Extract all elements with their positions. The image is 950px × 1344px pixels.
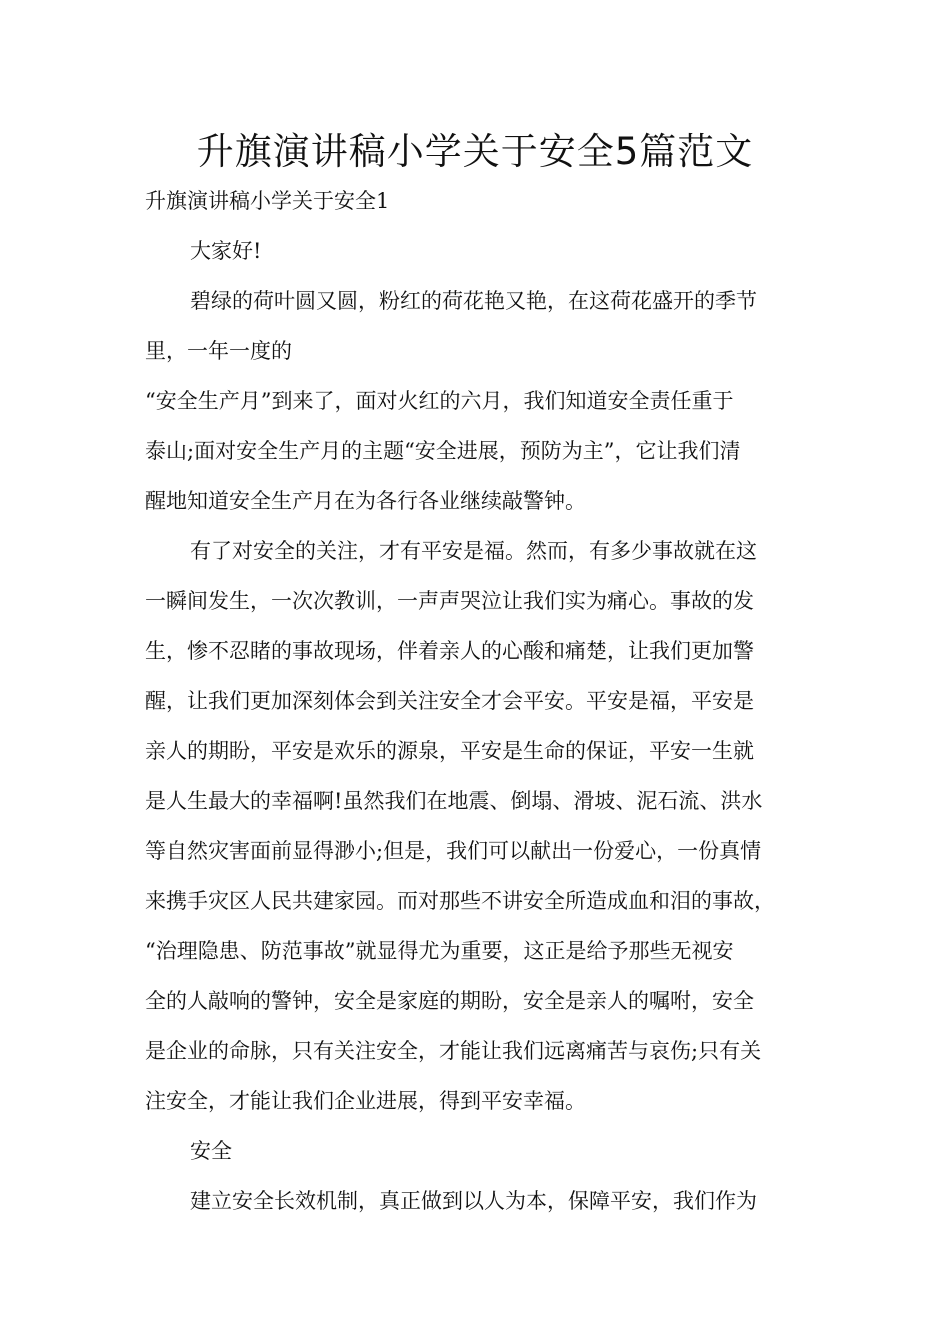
paragraph-line: “治理隐患、防范事故”就显得尤为重要，这正是给予那些无视安 (145, 939, 734, 963)
paragraph-line: 碧绿的荷叶圆又圆，粉红的荷花艳又艳，在这荷花盛开的季节 (190, 289, 757, 313)
paragraph-line: 是企业的命脉，只有关注安全，才能让我们远离痛苦与哀伤;只有关 (145, 1039, 762, 1063)
paragraph-line: 有了对安全的关注，才有平安是福。然而，有多少事故就在这 (190, 539, 757, 563)
paragraph-line: 醒，让我们更加深刻体会到关注安全才会平安。平安是福，平安是 (145, 689, 754, 713)
document-title: 升旗演讲稿小学关于安全5篇范文 (196, 130, 754, 173)
paragraph-line: 生，惨不忍睹的事故现场，伴着亲人的心酸和痛楚，让我们更加警 (145, 639, 754, 663)
paragraph-line: 等自然灾害面前显得渺小;但是，我们可以献出一份爱心，一份真情 (145, 839, 762, 863)
section-heading: 升旗演讲稿小学关于安全1 (145, 189, 390, 213)
paragraph-line: 建立安全长效机制，真正做到以人为本，保障平安，我们作为 (190, 1189, 757, 1213)
paragraph-line: 是人生最大的幸福啊!虽然我们在地震、倒塌、滑坡、泥石流、洪水 (145, 789, 763, 813)
paragraph-line: “安全生产月”到来了，面对火红的六月，我们知道安全责任重于 (145, 389, 734, 413)
paragraph-line: 亲人的期盼，平安是欢乐的源泉，平安是生命的保证，平安一生就 (145, 739, 754, 763)
paragraph-line: 安全 (190, 1139, 232, 1163)
paragraph-line: 一瞬间发生，一次次教训，一声声哭泣让我们实为痛心。事故的发 (145, 589, 754, 613)
paragraph-line: 全的人敲响的警钟，安全是家庭的期盼，安全是亲人的嘱咐，安全 (145, 989, 754, 1013)
paragraph-line: 醒地知道安全生产月在为各行各业继续敲警钟。 (145, 489, 586, 513)
paragraph-line: 注安全，才能让我们企业进展，得到平安幸福。 (145, 1089, 586, 1113)
paragraph-line: 泰山;面对安全生产月的主题“安全进展，预防为主”，它让我们清 (145, 439, 741, 463)
paragraph-line: 来携手灾区人民共建家园。而对那些不讲安全所造成血和泪的事故， (145, 889, 775, 913)
paragraph-line: 大家好! (190, 239, 262, 263)
paragraph-line: 里，一年一度的 (145, 339, 292, 363)
